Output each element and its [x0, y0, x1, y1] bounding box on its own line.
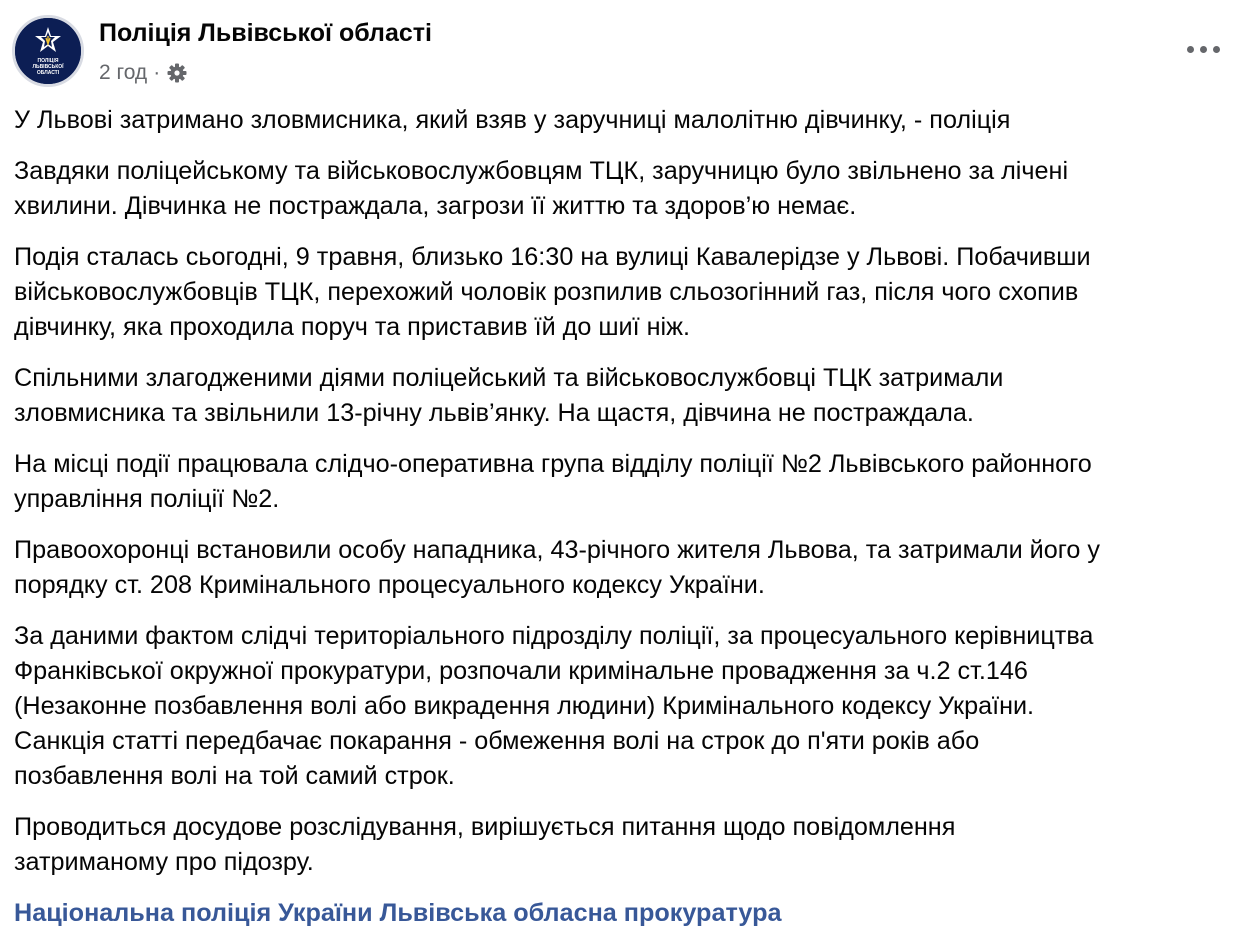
- tag-link-national-police[interactable]: Національна поліція України: [14, 899, 373, 927]
- meta-separator: ·: [153, 61, 161, 84]
- avatar-text-line-2: ЛЬВІВСЬКОЇ: [32, 64, 64, 70]
- post-paragraph: Спільними злагодженими діями поліцейський та військовослужбовці ТЦК затримали зловмисника та звільнили 13-річну львів’янку. На щастя, дівчина не постраждала.: [14, 364, 1004, 427]
- post-paragraph: За даними фактом слідчі територіального підрозділу поліції, за процесуального керівництва Франківської окружної прокуратури, розпочали кримінальне провадження за ч.2 ст.146 (Незаконне позбавлення волі або викрадення людини) Кримінального кодексу України. Санкція статті передбачає покарання - обмеження волі на строк до п'яти років або позбавлення волі на той самий строк.: [14, 622, 1094, 790]
- post-tags: [14, 896, 781, 931]
- post-header: [0, 0, 1234, 100]
- post-body: [14, 103, 1218, 896]
- police-badge-icon: [15, 18, 81, 84]
- tag-link-lviv-prosecutor[interactable]: Львівська обласна прокуратура: [379, 899, 782, 927]
- page-name-link[interactable]: Поліція Львівської області: [99, 19, 432, 47]
- post-paragraph: На місці події працювала слідчо-оперативна група відділу поліції №2 Львівського районного управління поліції №2.: [14, 450, 1092, 513]
- avatar-text-line-1: ПОЛІЦІЯ: [37, 58, 59, 64]
- more-options-button[interactable]: [1187, 36, 1220, 62]
- post-timestamp[interactable]: 2 год: [99, 61, 148, 84]
- avatar-text-line-3: ОБЛАСТІ: [36, 70, 60, 76]
- more-options-icon-dot: [1187, 46, 1194, 53]
- more-options-icon-dot: [1213, 46, 1220, 53]
- post-paragraph: Проводиться досудове розслідування, вирішується питання щодо повідомлення затриманому про підозру.: [14, 813, 956, 876]
- post-paragraph: Подія сталась сьогодні, 9 травня, близько 16:30 на вулиці Кавалерідзе у Львові. Побачивши військовослужбовців ТЦК, перехожий чоловік розпилив сльозогінний газ, після чого схопив дівчинку, яка проходила поруч та приставив їй до шиї ніж.: [14, 243, 1091, 341]
- page-avatar[interactable]: [12, 15, 84, 87]
- post-paragraph: Завдяки поліцейському та військовослужбовцям ТЦК, заручницю було звільнено за лічені хвилини. Дівчинка не постраждала, загрози її життю та здоров’ю немає.: [14, 157, 1069, 220]
- post-paragraph: Правоохоронці встановили особу нападника, 43-річного жителя Львова, та затримали його у порядку ст. 208 Кримінального процесуального кодексу України.: [14, 536, 1100, 599]
- post-meta: [99, 60, 188, 86]
- more-options-icon-dot: [1200, 46, 1207, 53]
- post-paragraph: У Львові затримано зловмисника, який взяв у заручниці малолітню дівчинку, - поліція: [14, 106, 1011, 134]
- gear-icon[interactable]: [166, 62, 188, 84]
